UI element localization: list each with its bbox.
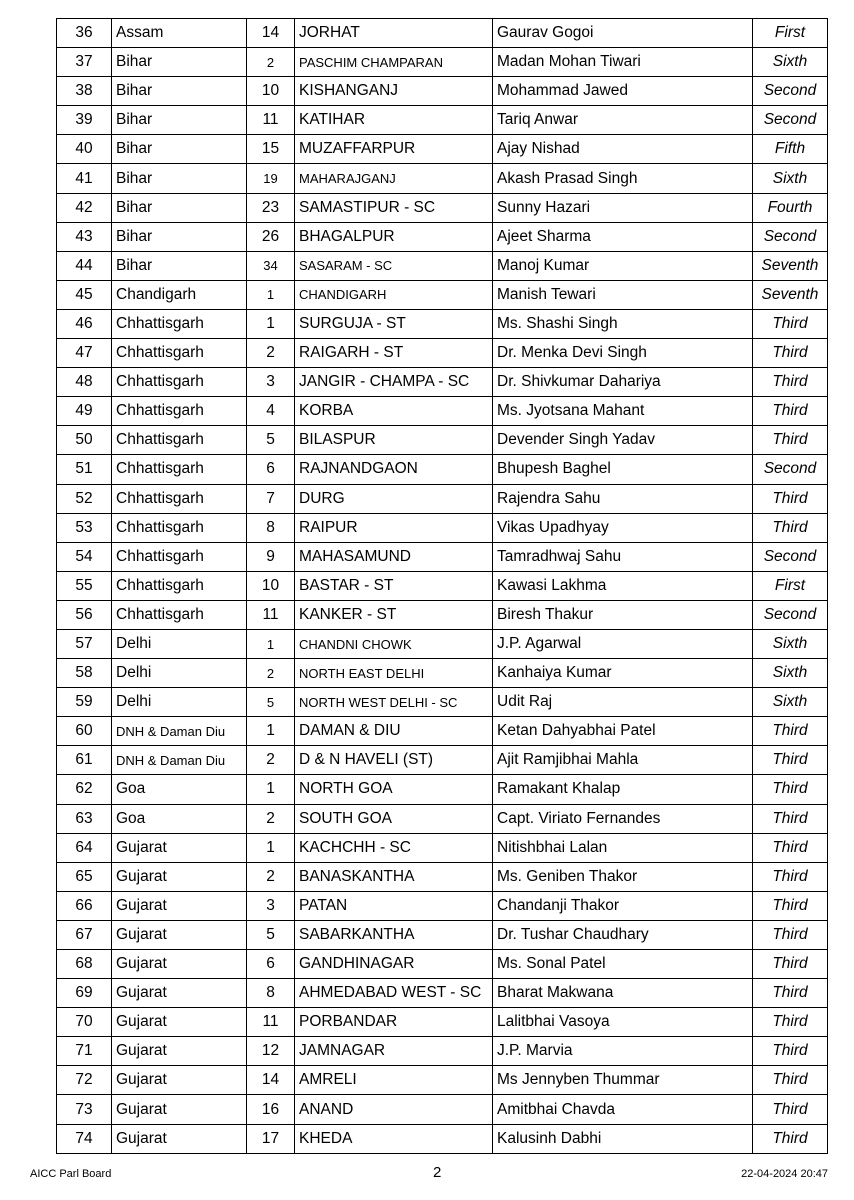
state-cell: Chhattisgarh <box>112 513 247 542</box>
serial-number-cell: 63 <box>57 804 112 833</box>
candidate-name-cell: Dr. Shivkumar Dahariya <box>493 368 753 397</box>
constituency-cell: KORBA <box>295 397 493 426</box>
serial-number-cell: 41 <box>57 164 112 193</box>
serial-number-cell: 50 <box>57 426 112 455</box>
constituency-cell: CHANDIGARH <box>295 280 493 309</box>
constituency-cell: ANAND <box>295 1095 493 1124</box>
constituency-cell: BANASKANTHA <box>295 862 493 891</box>
constituency-cell: JORHAT <box>295 19 493 48</box>
candidate-name-cell: Manish Tewari <box>493 280 753 309</box>
pc-number-cell: 4 <box>247 397 295 426</box>
candidate-name-cell: Ajit Ramjibhai Mahla <box>493 746 753 775</box>
phase-cell: Third <box>753 339 828 368</box>
state-cell: Goa <box>112 775 247 804</box>
serial-number-cell: 43 <box>57 222 112 251</box>
state-cell: Gujarat <box>112 1066 247 1095</box>
candidate-name-cell: J.P. Agarwal <box>493 629 753 658</box>
candidate-name-cell: Ms. Sonal Patel <box>493 950 753 979</box>
pc-number-cell: 2 <box>247 659 295 688</box>
candidate-name-cell: Kanhaiya Kumar <box>493 659 753 688</box>
constituency-cell: NORTH WEST DELHI - SC <box>295 688 493 717</box>
phase-cell: Sixth <box>753 629 828 658</box>
state-cell: Delhi <box>112 629 247 658</box>
candidate-name-cell: Ms Jennyben Thummar <box>493 1066 753 1095</box>
table-row <box>57 542 828 571</box>
pc-number-cell: 1 <box>247 717 295 746</box>
candidate-name-cell: Mohammad Jawed <box>493 77 753 106</box>
table-row <box>57 19 828 48</box>
candidate-name-cell: Ajeet Sharma <box>493 222 753 251</box>
constituency-cell: KHEDA <box>295 1124 493 1153</box>
table-row <box>57 804 828 833</box>
serial-number-cell: 73 <box>57 1095 112 1124</box>
state-cell: Bihar <box>112 164 247 193</box>
candidate-name-cell: Ms. Jyotsana Mahant <box>493 397 753 426</box>
footer-timestamp: 22-04-2024 20:47 <box>741 1168 828 1180</box>
table-row <box>57 135 828 164</box>
table-row <box>57 833 828 862</box>
serial-number-cell: 55 <box>57 571 112 600</box>
phase-cell: Seventh <box>753 280 828 309</box>
state-cell: Bihar <box>112 251 247 280</box>
pc-number-cell: 6 <box>247 950 295 979</box>
serial-number-cell: 45 <box>57 280 112 309</box>
serial-number-cell: 69 <box>57 979 112 1008</box>
constituency-cell: BHAGALPUR <box>295 222 493 251</box>
state-cell: Bihar <box>112 106 247 135</box>
phase-cell: Third <box>753 368 828 397</box>
serial-number-cell: 57 <box>57 629 112 658</box>
phase-cell: Sixth <box>753 164 828 193</box>
candidates-table-body <box>57 19 828 1154</box>
serial-number-cell: 56 <box>57 600 112 629</box>
serial-number-cell: 39 <box>57 106 112 135</box>
serial-number-cell: 38 <box>57 77 112 106</box>
phase-cell: Third <box>753 833 828 862</box>
constituency-cell: SOUTH GOA <box>295 804 493 833</box>
candidate-name-cell: Ramakant Khalap <box>493 775 753 804</box>
state-cell: Bihar <box>112 135 247 164</box>
pc-number-cell: 34 <box>247 251 295 280</box>
constituency-cell: SURGUJA - ST <box>295 309 493 338</box>
phase-cell: Third <box>753 775 828 804</box>
footer-org-label: AICC Parl Board <box>30 1168 112 1180</box>
table-row <box>57 339 828 368</box>
table-row <box>57 920 828 949</box>
serial-number-cell: 59 <box>57 688 112 717</box>
table-row <box>57 1037 828 1066</box>
serial-number-cell: 53 <box>57 513 112 542</box>
state-cell: Chandigarh <box>112 280 247 309</box>
state-cell: Chhattisgarh <box>112 368 247 397</box>
serial-number-cell: 68 <box>57 950 112 979</box>
pc-number-cell: 16 <box>247 1095 295 1124</box>
phase-cell: Third <box>753 1008 828 1037</box>
constituency-cell: D & N HAVELI (ST) <box>295 746 493 775</box>
phase-cell: Third <box>753 979 828 1008</box>
phase-cell: Sixth <box>753 659 828 688</box>
phase-cell: First <box>753 19 828 48</box>
pc-number-cell: 12 <box>247 1037 295 1066</box>
table-row <box>57 1008 828 1037</box>
candidate-name-cell: Kalusinh Dabhi <box>493 1124 753 1153</box>
phase-cell: Sixth <box>753 688 828 717</box>
table-row <box>57 891 828 920</box>
pc-number-cell: 9 <box>247 542 295 571</box>
state-cell: Bihar <box>112 48 247 77</box>
candidate-name-cell: Dr. Tushar Chaudhary <box>493 920 753 949</box>
table-row <box>57 746 828 775</box>
constituency-cell: SAMASTIPUR - SC <box>295 193 493 222</box>
candidate-name-cell: Dr. Menka Devi Singh <box>493 339 753 368</box>
serial-number-cell: 52 <box>57 484 112 513</box>
state-cell: Gujarat <box>112 862 247 891</box>
table-row <box>57 484 828 513</box>
table-row <box>57 77 828 106</box>
pc-number-cell: 1 <box>247 833 295 862</box>
page-footer <box>0 1162 854 1186</box>
table-row <box>57 717 828 746</box>
constituency-cell: SASARAM - SC <box>295 251 493 280</box>
phase-cell: Third <box>753 891 828 920</box>
pc-number-cell: 17 <box>247 1124 295 1153</box>
phase-cell: Third <box>753 1066 828 1095</box>
pc-number-cell: 2 <box>247 339 295 368</box>
phase-cell: Third <box>753 717 828 746</box>
table-row <box>57 513 828 542</box>
table-row <box>57 862 828 891</box>
candidate-name-cell: Devender Singh Yadav <box>493 426 753 455</box>
candidate-name-cell: Rajendra Sahu <box>493 484 753 513</box>
serial-number-cell: 66 <box>57 891 112 920</box>
pc-number-cell: 23 <box>247 193 295 222</box>
pc-number-cell: 3 <box>247 891 295 920</box>
candidate-name-cell: Manoj Kumar <box>493 251 753 280</box>
serial-number-cell: 58 <box>57 659 112 688</box>
phase-cell: Third <box>753 309 828 338</box>
candidate-name-cell: Capt. Viriato Fernandes <box>493 804 753 833</box>
serial-number-cell: 42 <box>57 193 112 222</box>
table-row <box>57 600 828 629</box>
candidate-name-cell: Biresh Thakur <box>493 600 753 629</box>
phase-cell: Fifth <box>753 135 828 164</box>
candidate-name-cell: Vikas Upadhyay <box>493 513 753 542</box>
candidate-name-cell: Kawasi Lakhma <box>493 571 753 600</box>
constituency-cell: CHANDNI CHOWK <box>295 629 493 658</box>
constituency-cell: GANDHINAGAR <box>295 950 493 979</box>
pc-number-cell: 1 <box>247 775 295 804</box>
state-cell: Chhattisgarh <box>112 542 247 571</box>
constituency-cell: DAMAN & DIU <box>295 717 493 746</box>
pc-number-cell: 10 <box>247 77 295 106</box>
candidate-name-cell: Nitishbhai Lalan <box>493 833 753 862</box>
state-cell: Chhattisgarh <box>112 484 247 513</box>
constituency-cell: KACHCHH - SC <box>295 833 493 862</box>
constituency-cell: MAHASAMUND <box>295 542 493 571</box>
phase-cell: Second <box>753 222 828 251</box>
phase-cell: Third <box>753 950 828 979</box>
phase-cell: Third <box>753 1037 828 1066</box>
constituency-cell: SABARKANTHA <box>295 920 493 949</box>
candidate-name-cell: Chandanji Thakor <box>493 891 753 920</box>
constituency-cell: NORTH GOA <box>295 775 493 804</box>
pc-number-cell: 15 <box>247 135 295 164</box>
phase-cell: Third <box>753 513 828 542</box>
constituency-cell: KISHANGANJ <box>295 77 493 106</box>
table-row <box>57 1095 828 1124</box>
table-row <box>57 251 828 280</box>
candidate-name-cell: Bhupesh Baghel <box>493 455 753 484</box>
pc-number-cell: 1 <box>247 309 295 338</box>
pc-number-cell: 1 <box>247 280 295 309</box>
table-row <box>57 106 828 135</box>
table-row <box>57 688 828 717</box>
constituency-cell: BILASPUR <box>295 426 493 455</box>
state-cell: Bihar <box>112 193 247 222</box>
state-cell: Chhattisgarh <box>112 600 247 629</box>
table-row <box>57 280 828 309</box>
state-cell: Gujarat <box>112 1037 247 1066</box>
table-row <box>57 48 828 77</box>
constituency-cell: RAJNANDGAON <box>295 455 493 484</box>
constituency-cell: JANGIR - CHAMPA - SC <box>295 368 493 397</box>
phase-cell: Third <box>753 397 828 426</box>
table-row <box>57 775 828 804</box>
constituency-cell: PATAN <box>295 891 493 920</box>
table-row <box>57 426 828 455</box>
serial-number-cell: 67 <box>57 920 112 949</box>
pc-number-cell: 26 <box>247 222 295 251</box>
candidate-name-cell: Tariq Anwar <box>493 106 753 135</box>
pc-number-cell: 2 <box>247 746 295 775</box>
serial-number-cell: 72 <box>57 1066 112 1095</box>
pc-number-cell: 1 <box>247 629 295 658</box>
table-row <box>57 571 828 600</box>
table-row <box>57 979 828 1008</box>
phase-cell: Second <box>753 455 828 484</box>
candidate-name-cell: Ajay Nishad <box>493 135 753 164</box>
constituency-cell: MAHARAJGANJ <box>295 164 493 193</box>
table-row <box>57 950 828 979</box>
constituency-cell: NORTH EAST DELHI <box>295 659 493 688</box>
phase-cell: Fourth <box>753 193 828 222</box>
candidate-name-cell: Gaurav Gogoi <box>493 19 753 48</box>
state-cell: DNH & Daman Diu <box>112 746 247 775</box>
state-cell: Delhi <box>112 688 247 717</box>
constituency-cell: BASTAR - ST <box>295 571 493 600</box>
serial-number-cell: 62 <box>57 775 112 804</box>
pc-number-cell: 5 <box>247 426 295 455</box>
phase-cell: Second <box>753 542 828 571</box>
serial-number-cell: 49 <box>57 397 112 426</box>
pc-number-cell: 2 <box>247 862 295 891</box>
candidate-name-cell: Akash Prasad Singh <box>493 164 753 193</box>
state-cell: Chhattisgarh <box>112 309 247 338</box>
constituency-cell: KATIHAR <box>295 106 493 135</box>
serial-number-cell: 37 <box>57 48 112 77</box>
pc-number-cell: 11 <box>247 1008 295 1037</box>
candidate-name-cell: Udit Raj <box>493 688 753 717</box>
table-row <box>57 455 828 484</box>
state-cell: Delhi <box>112 659 247 688</box>
serial-number-cell: 44 <box>57 251 112 280</box>
pc-number-cell: 2 <box>247 804 295 833</box>
state-cell: Chhattisgarh <box>112 339 247 368</box>
candidate-name-cell: Ketan Dahyabhai Patel <box>493 717 753 746</box>
table-row <box>57 659 828 688</box>
table-row <box>57 309 828 338</box>
pc-number-cell: 5 <box>247 688 295 717</box>
pc-number-cell: 3 <box>247 368 295 397</box>
serial-number-cell: 51 <box>57 455 112 484</box>
state-cell: Gujarat <box>112 1124 247 1153</box>
state-cell: Goa <box>112 804 247 833</box>
constituency-cell: AMRELI <box>295 1066 493 1095</box>
pc-number-cell: 6 <box>247 455 295 484</box>
table-row <box>57 629 828 658</box>
candidate-name-cell: Amitbhai Chavda <box>493 1095 753 1124</box>
serial-number-cell: 40 <box>57 135 112 164</box>
pc-number-cell: 8 <box>247 979 295 1008</box>
pc-number-cell: 11 <box>247 600 295 629</box>
candidate-name-cell: Bharat Makwana <box>493 979 753 1008</box>
constituency-cell: PASCHIM CHAMPARAN <box>295 48 493 77</box>
constituency-cell: JAMNAGAR <box>295 1037 493 1066</box>
constituency-cell: AHMEDABAD WEST - SC <box>295 979 493 1008</box>
state-cell: DNH & Daman Diu <box>112 717 247 746</box>
phase-cell: Third <box>753 862 828 891</box>
phase-cell: Third <box>753 426 828 455</box>
phase-cell: Second <box>753 106 828 135</box>
candidate-name-cell: Lalitbhai Vasoya <box>493 1008 753 1037</box>
table-row <box>57 368 828 397</box>
candidate-name-cell: Madan Mohan Tiwari <box>493 48 753 77</box>
phase-cell: Seventh <box>753 251 828 280</box>
table-row <box>57 222 828 251</box>
serial-number-cell: 47 <box>57 339 112 368</box>
pc-number-cell: 2 <box>247 48 295 77</box>
constituency-cell: RAIGARH - ST <box>295 339 493 368</box>
constituency-cell: MUZAFFARPUR <box>295 135 493 164</box>
serial-number-cell: 64 <box>57 833 112 862</box>
state-cell: Chhattisgarh <box>112 571 247 600</box>
state-cell: Gujarat <box>112 1095 247 1124</box>
state-cell: Chhattisgarh <box>112 397 247 426</box>
phase-cell: Third <box>753 1095 828 1124</box>
candidate-name-cell: Ms. Shashi Singh <box>493 309 753 338</box>
state-cell: Gujarat <box>112 1008 247 1037</box>
state-cell: Gujarat <box>112 979 247 1008</box>
phase-cell: First <box>753 571 828 600</box>
pc-number-cell: 14 <box>247 1066 295 1095</box>
pc-number-cell: 7 <box>247 484 295 513</box>
serial-number-cell: 60 <box>57 717 112 746</box>
candidate-name-cell: J.P. Marvia <box>493 1037 753 1066</box>
state-cell: Gujarat <box>112 950 247 979</box>
serial-number-cell: 65 <box>57 862 112 891</box>
pc-number-cell: 10 <box>247 571 295 600</box>
constituency-cell: RAIPUR <box>295 513 493 542</box>
pc-number-cell: 5 <box>247 920 295 949</box>
state-cell: Gujarat <box>112 891 247 920</box>
serial-number-cell: 74 <box>57 1124 112 1153</box>
serial-number-cell: 61 <box>57 746 112 775</box>
table-row <box>57 1124 828 1153</box>
serial-number-cell: 48 <box>57 368 112 397</box>
candidate-name-cell: Tamradhwaj Sahu <box>493 542 753 571</box>
state-cell: Chhattisgarh <box>112 455 247 484</box>
state-cell: Bihar <box>112 222 247 251</box>
candidate-name-cell: Ms. Geniben Thakor <box>493 862 753 891</box>
serial-number-cell: 70 <box>57 1008 112 1037</box>
constituency-cell: KANKER - ST <box>295 600 493 629</box>
table-row <box>57 397 828 426</box>
phase-cell: Second <box>753 600 828 629</box>
pc-number-cell: 19 <box>247 164 295 193</box>
phase-cell: Third <box>753 1124 828 1153</box>
phase-cell: Third <box>753 484 828 513</box>
phase-cell: Third <box>753 920 828 949</box>
phase-cell: Second <box>753 77 828 106</box>
serial-number-cell: 54 <box>57 542 112 571</box>
candidate-name-cell: Sunny Hazari <box>493 193 753 222</box>
table-row <box>57 193 828 222</box>
serial-number-cell: 71 <box>57 1037 112 1066</box>
state-cell: Gujarat <box>112 920 247 949</box>
footer-page-number: 2 <box>433 1164 442 1181</box>
state-cell: Gujarat <box>112 833 247 862</box>
pc-number-cell: 8 <box>247 513 295 542</box>
state-cell: Assam <box>112 19 247 48</box>
state-cell: Chhattisgarh <box>112 426 247 455</box>
serial-number-cell: 46 <box>57 309 112 338</box>
table-row <box>57 1066 828 1095</box>
pc-number-cell: 14 <box>247 19 295 48</box>
candidates-table <box>56 18 828 1154</box>
pc-number-cell: 11 <box>247 106 295 135</box>
constituency-cell: PORBANDAR <box>295 1008 493 1037</box>
constituency-cell: DURG <box>295 484 493 513</box>
state-cell: Bihar <box>112 77 247 106</box>
table-row <box>57 164 828 193</box>
phase-cell: Third <box>753 804 828 833</box>
phase-cell: Third <box>753 746 828 775</box>
serial-number-cell: 36 <box>57 19 112 48</box>
phase-cell: Sixth <box>753 48 828 77</box>
